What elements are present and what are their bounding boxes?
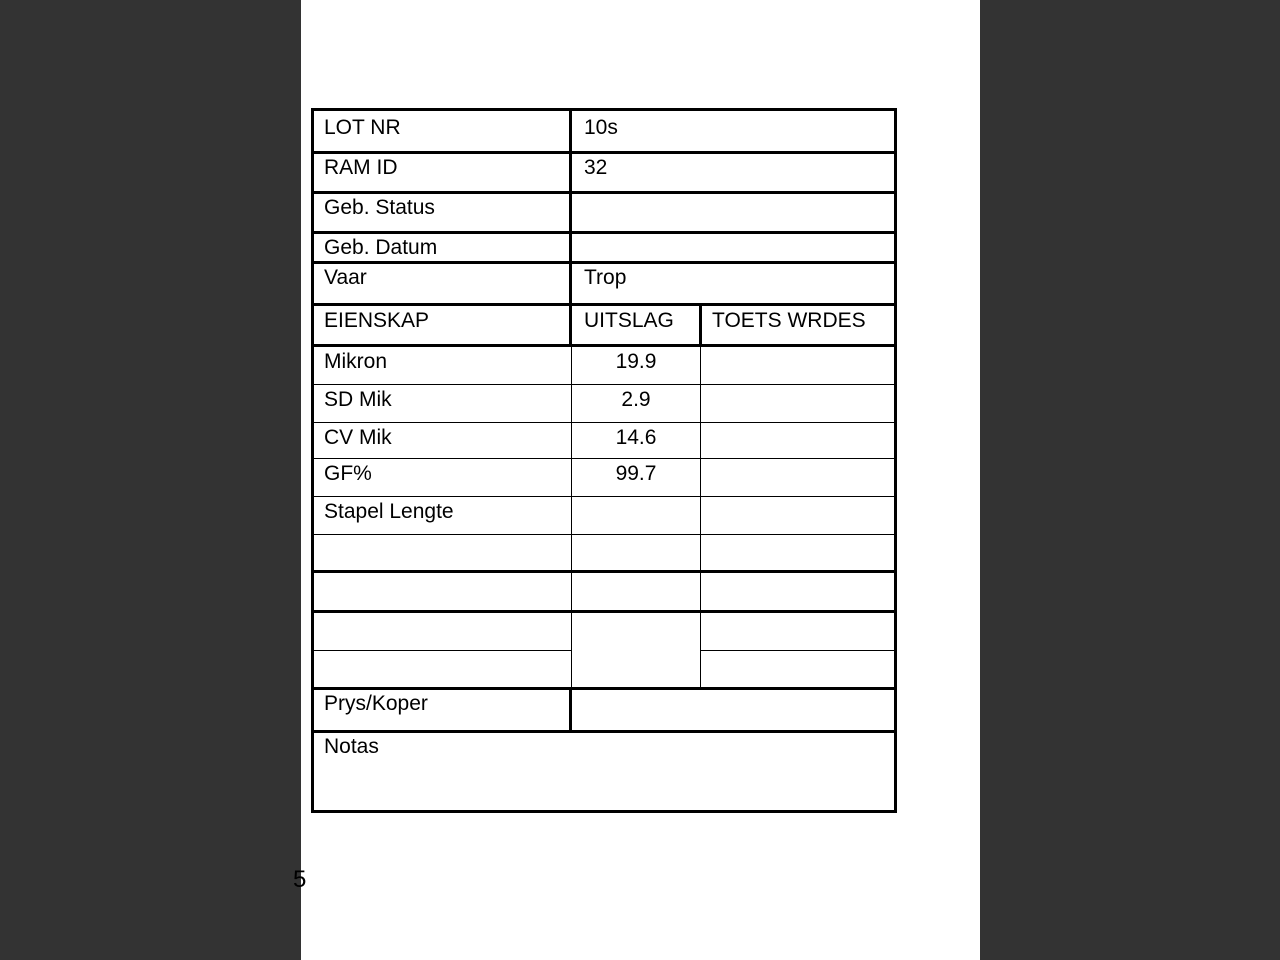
property-value: 99.7 xyxy=(615,462,657,485)
ram-record-form xyxy=(311,108,897,813)
prys-koper-label: Prys/Koper xyxy=(324,692,428,715)
rule-thin xyxy=(314,458,894,459)
vaar-label: Vaar xyxy=(324,266,367,289)
rule-thick xyxy=(314,687,894,690)
vaar-value: Trop xyxy=(584,266,627,289)
rule-thin xyxy=(314,496,894,497)
property-label: GF% xyxy=(324,462,372,485)
rule-thick xyxy=(314,570,894,573)
property-value: 14.6 xyxy=(615,426,657,449)
rule-thin xyxy=(314,650,571,651)
geb-status-label: Geb. Status xyxy=(324,196,435,219)
geb-datum-label: Geb. Datum xyxy=(324,236,438,259)
header-eienskap: EIENSKAP xyxy=(324,309,430,332)
rule-thin xyxy=(314,384,894,385)
rule-thin xyxy=(314,422,894,423)
rule-thick xyxy=(314,610,894,613)
column-rule xyxy=(569,306,572,346)
rule-thick xyxy=(314,303,894,306)
rule-thin xyxy=(572,231,894,232)
rule-thin xyxy=(314,534,894,535)
page-edge-number: 5 xyxy=(293,866,307,893)
rule-thin xyxy=(572,191,894,192)
column-rule xyxy=(569,689,572,732)
property-label: SD Mik xyxy=(324,388,392,411)
property-value: 19.9 xyxy=(615,350,657,373)
property-label: Mikron xyxy=(324,350,388,373)
rule-thin xyxy=(572,151,894,152)
ram-id-value: 32 xyxy=(584,156,608,179)
lot-nr-value: 10s xyxy=(584,116,618,139)
header-uitslag: UITSLAG xyxy=(584,309,674,332)
ram-id-label: RAM ID xyxy=(324,156,398,179)
rule-thick xyxy=(314,730,894,733)
column-rule xyxy=(700,346,701,689)
rule-thin xyxy=(572,261,894,262)
notas-label: Notas xyxy=(324,735,379,758)
header-toets-wrdes: TOETS WRDES xyxy=(712,309,866,332)
document-page xyxy=(293,0,980,960)
rule-thin xyxy=(700,650,894,651)
property-value: 2.9 xyxy=(621,388,651,411)
property-label: Stapel Lengte xyxy=(324,500,454,523)
column-rule xyxy=(699,306,702,346)
property-label: CV Mik xyxy=(324,426,392,449)
lot-nr-label: LOT NR xyxy=(324,116,401,139)
rule-thick xyxy=(314,344,894,347)
